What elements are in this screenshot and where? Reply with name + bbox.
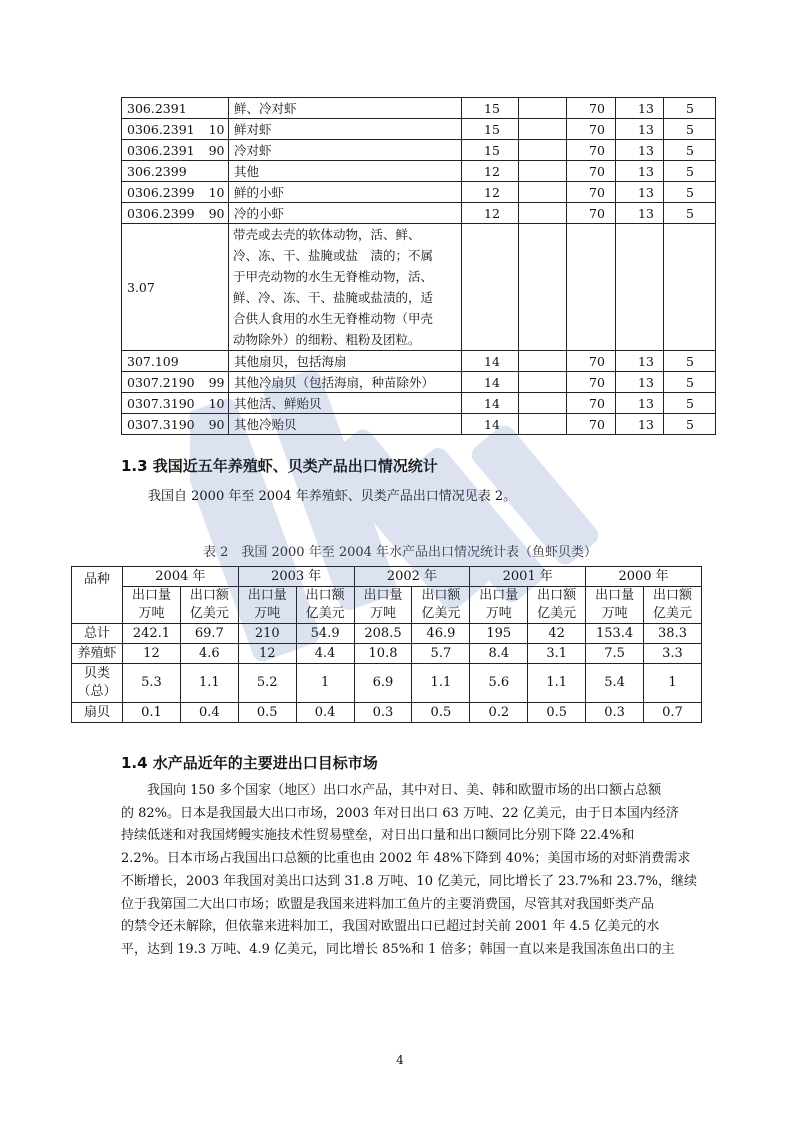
table-row — [72, 664, 702, 703]
table-cell: 46.9 — [412, 624, 470, 644]
table-cell: 70 — [567, 140, 616, 161]
code-main: 0306.2391 — [127, 142, 195, 158]
subheader-line: 万吨 — [485, 606, 512, 621]
subheader-line: 出口量 — [479, 588, 519, 603]
tariff-description: 其他扇贝，包括海扇 — [229, 351, 462, 372]
code-sub: 10 — [208, 395, 225, 411]
tariff-description: 其他 — [229, 161, 462, 182]
tariff-description: 其他冷扇贝（包括海扇，种苗除外） — [229, 372, 462, 393]
code-main: 0307.2190 — [127, 374, 195, 390]
text-line: 的禁令还未解除，但依靠来进料加工，我国对欧盟出口已超过封关前 2001 年 4.5 亿美元的水 — [121, 919, 660, 935]
table-cell: 12 — [462, 182, 519, 203]
subheader-line: 万吨 — [254, 606, 281, 621]
table-cell: 5 — [664, 393, 716, 414]
section-heading-1-4: 1.4 水产品近年的主要进出口目标市场 — [121, 754, 378, 772]
table-cell: 70 — [567, 203, 616, 224]
table-cell: 12 — [123, 644, 181, 664]
column-subheader — [296, 587, 354, 624]
table-row — [122, 393, 716, 414]
table-cell: 5.2 — [238, 664, 296, 703]
table-cell: 14 — [462, 351, 519, 372]
table-cell: 13 — [616, 203, 664, 224]
table-cell: 7.5 — [586, 644, 644, 664]
table-cell: 0.1 — [123, 703, 181, 723]
row-label-line: 贝类 — [83, 666, 110, 681]
table-cell: 0.5 — [528, 703, 586, 723]
code-main: 306.2391 — [127, 100, 187, 116]
table-cell — [519, 224, 567, 351]
table-cell: 12 — [462, 161, 519, 182]
table-cell: 10.8 — [354, 644, 412, 664]
table-cell: 15 — [462, 98, 519, 119]
table-cell: 12 — [462, 203, 519, 224]
tariff-code — [122, 372, 229, 393]
subheader-line: 出口额 — [305, 588, 345, 603]
table-row — [122, 140, 716, 161]
tariff-code — [122, 140, 229, 161]
tariff-description: 鲜对虾 — [229, 119, 462, 140]
code-main: 307.109 — [127, 353, 179, 369]
tariff-code — [122, 98, 229, 119]
table-cell: 242.1 — [123, 624, 181, 644]
table-cell — [567, 224, 616, 351]
table-cell — [519, 203, 567, 224]
tariff-code — [122, 119, 229, 140]
column-subheader — [528, 587, 586, 624]
table-cell: 0.5 — [238, 703, 296, 723]
table-cell: 14 — [462, 372, 519, 393]
row-label: 扇贝 — [72, 703, 123, 723]
table-cell — [616, 224, 664, 351]
table-cell: 5 — [664, 161, 716, 182]
subheader-line: 出口量 — [363, 588, 403, 603]
tariff-code — [122, 161, 229, 182]
table-cell: 0.3 — [586, 703, 644, 723]
table-cell: 5 — [664, 414, 716, 435]
table-row — [72, 624, 702, 644]
table-cell — [519, 372, 567, 393]
subheader-line: 万吨 — [138, 606, 165, 621]
table-cell: 210 — [238, 624, 296, 644]
code-main: 306.2399 — [127, 163, 187, 179]
table-cell: 208.5 — [354, 624, 412, 644]
table-cell — [462, 224, 519, 351]
table-cell: 70 — [567, 182, 616, 203]
table-cell — [519, 98, 567, 119]
table-cell: 70 — [567, 414, 616, 435]
table-cell — [519, 182, 567, 203]
table-cell — [519, 119, 567, 140]
table-cell: 13 — [616, 372, 664, 393]
section-body — [121, 780, 703, 962]
text-line: 平，达到 19.3 万吨、4.9 亿美元，同比增长 85%和 1 倍多；韩国一直以来是我国冻鱼出口的主 — [121, 941, 675, 957]
table-row — [72, 703, 702, 723]
table-cell: 13 — [616, 140, 664, 161]
table-caption: 表 2 我国 2000 年至 2004 年水产品出口情况统计表（鱼虾贝类） — [202, 545, 598, 560]
export-statistics-table — [71, 566, 702, 723]
table-cell: 4.4 — [296, 644, 354, 664]
tariff-description: 鲜、冷对虾 — [229, 98, 462, 119]
column-subheader — [180, 587, 238, 624]
table-cell: 0.7 — [644, 703, 702, 723]
tariff-code: 3.07 — [122, 224, 229, 351]
table-cell: 0.2 — [470, 703, 528, 723]
table-cell: 13 — [616, 393, 664, 414]
table-cell: 5.6 — [470, 664, 528, 703]
text-line: 的 82%。日本是我国最大出口市场，2003 年对日出口 63 万吨、22 亿美元，由于日本国内经济 — [121, 805, 679, 821]
row-label: 养殖虾 — [72, 644, 123, 664]
table-cell: 5 — [664, 203, 716, 224]
table-cell — [519, 393, 567, 414]
desc-line: 带壳或去壳的软体动物，活、鲜、 — [233, 227, 421, 242]
subheader-line: 亿美元 — [653, 606, 693, 621]
table-cell: 70 — [567, 372, 616, 393]
subheader-line: 万吨 — [601, 606, 628, 621]
table-cell: 1.1 — [528, 664, 586, 703]
table-cell: 5.3 — [123, 664, 181, 703]
code-sub: 90 — [208, 142, 225, 158]
table-cell: 70 — [567, 119, 616, 140]
tariff-code — [122, 393, 229, 414]
tariff-description: 冷对虾 — [229, 140, 462, 161]
desc-line: 合供人食用的水生无脊椎动物（甲壳 — [233, 311, 434, 326]
text-line: 我国向 150 多个国家（地区）出口水产品，其中对日、美、韩和欧盟市场的出口额占总额 — [147, 783, 662, 798]
table-cell — [519, 351, 567, 372]
table-row — [122, 414, 716, 435]
table-cell: 8.4 — [470, 644, 528, 664]
year-header: 2000 年 — [586, 567, 702, 587]
table-cell: 5 — [664, 372, 716, 393]
table-cell: 15 — [462, 119, 519, 140]
table-cell: 70 — [567, 98, 616, 119]
column-subheader — [644, 587, 702, 624]
table-cell: 0.4 — [296, 703, 354, 723]
code-main: 0307.3190 — [127, 416, 195, 432]
table-cell: 5 — [664, 119, 716, 140]
column-subheader — [586, 587, 644, 624]
table-cell — [519, 161, 567, 182]
year-header: 2003 年 — [238, 567, 354, 587]
table-row — [122, 372, 716, 393]
row-label-line: （总） — [77, 684, 117, 699]
year-header: 2002 年 — [354, 567, 470, 587]
section-heading-1-3: 1.3 我国近五年养殖虾、贝类产品出口情况统计 — [121, 457, 438, 475]
code-sub: 99 — [208, 374, 225, 390]
table-row — [122, 224, 716, 351]
table-cell: 153.4 — [586, 624, 644, 644]
table-cell: 38.3 — [644, 624, 702, 644]
tariff-description: 冷的小虾 — [229, 203, 462, 224]
tariff-table — [121, 97, 716, 435]
table-cell: 13 — [616, 161, 664, 182]
table-cell: 5.7 — [412, 644, 470, 664]
row-label: 总计 — [72, 624, 123, 644]
column-subheader — [470, 587, 528, 624]
table-cell: 13 — [616, 119, 664, 140]
table-cell: 6.9 — [354, 664, 412, 703]
row-label — [72, 664, 123, 703]
subheader-line: 亿美元 — [537, 606, 577, 621]
year-header: 2001 年 — [470, 567, 586, 587]
table-cell: 5 — [664, 98, 716, 119]
table-row — [72, 644, 702, 664]
table-cell: 42 — [528, 624, 586, 644]
table-cell: 70 — [567, 393, 616, 414]
code-sub: 10 — [208, 184, 225, 200]
table-row — [122, 98, 716, 119]
code-main: 0307.3190 — [127, 395, 195, 411]
table-row — [122, 119, 716, 140]
table-cell: 70 — [567, 351, 616, 372]
corner-header: 品种 — [72, 567, 123, 624]
subheader-line: 亿美元 — [421, 606, 461, 621]
table-cell: 4.6 — [180, 644, 238, 664]
tariff-description: 其他冷贻贝 — [229, 414, 462, 435]
table-cell: 1.1 — [412, 664, 470, 703]
code-sub: 90 — [208, 416, 225, 432]
table-cell — [664, 224, 716, 351]
table-cell: 3.1 — [528, 644, 586, 664]
table-cell: 13 — [616, 98, 664, 119]
table-cell: 5.4 — [586, 664, 644, 703]
table-header-row — [72, 567, 702, 587]
subheader-line: 亿美元 — [305, 606, 345, 621]
page-number: 4 — [396, 1053, 404, 1067]
desc-line: 冷、冻、干、盐腌或盐 渍的；不属 — [233, 248, 434, 263]
table-cell: 1.1 — [180, 664, 238, 703]
desc-line: 鲜、冷、冻、干、盐腌或盐渍的，适 — [233, 290, 434, 305]
table-cell — [519, 140, 567, 161]
tariff-code — [122, 351, 229, 372]
table-row — [122, 161, 716, 182]
table-cell: 14 — [462, 393, 519, 414]
subheader-line: 出口量 — [131, 588, 171, 603]
subheader-line: 出口额 — [189, 588, 229, 603]
table-cell: 5 — [664, 140, 716, 161]
column-subheader — [412, 587, 470, 624]
subheader-line: 出口额 — [653, 588, 693, 603]
year-header: 2004 年 — [123, 567, 239, 587]
subheader-line: 出口量 — [595, 588, 635, 603]
text-line: 持续低迷和对我国烤鳗实施技术性贸易壁垒，对日出口量和出口额同比分别下降 22.4%和 — [121, 828, 635, 844]
table-cell: 70 — [567, 161, 616, 182]
table-row — [122, 203, 716, 224]
subheader-line: 万吨 — [370, 606, 397, 621]
table-cell: 14 — [462, 414, 519, 435]
code-sub: 10 — [208, 121, 225, 137]
text-line: 不断增长，2003 年我国对美出口达到 31.8 万吨、10 亿美元，同比增长了 23.7%和 23.7%，继续 — [121, 873, 697, 889]
table-cell: 69.7 — [180, 624, 238, 644]
table-cell: 1 — [296, 664, 354, 703]
table-cell: 13 — [616, 414, 664, 435]
table-cell: 13 — [616, 351, 664, 372]
tariff-description — [229, 224, 462, 351]
table-subheader-row — [72, 587, 702, 624]
subheader-line: 出口额 — [421, 588, 461, 603]
column-subheader — [238, 587, 296, 624]
table-row — [122, 351, 716, 372]
table-cell: 0.4 — [180, 703, 238, 723]
table-cell: 1 — [644, 664, 702, 703]
table-row — [122, 182, 716, 203]
desc-line: 于甲壳动物的水生无脊椎动物，活、 — [233, 269, 434, 284]
tariff-code — [122, 182, 229, 203]
subheader-line: 出口量 — [247, 588, 287, 603]
table-cell: 5 — [664, 351, 716, 372]
section-paragraph: 我国自 2000 年至 2004 年养殖虾、贝类产品出口情况见表 2。 — [148, 489, 517, 504]
tariff-description: 鲜的小虾 — [229, 182, 462, 203]
tariff-description: 其他活、鲜贻贝 — [229, 393, 462, 414]
desc-line: 动物除外）的细粉、粗粉及团粒。 — [233, 332, 421, 347]
column-subheader — [354, 587, 412, 624]
code-main: 0306.2399 — [127, 205, 195, 221]
code-main: 0306.2391 — [127, 121, 195, 137]
table-cell — [519, 414, 567, 435]
tariff-code — [122, 203, 229, 224]
subheader-line: 出口额 — [537, 588, 577, 603]
table-cell: 0.5 — [412, 703, 470, 723]
tariff-code — [122, 414, 229, 435]
table-cell: 5 — [664, 182, 716, 203]
table-cell: 195 — [470, 624, 528, 644]
text-line: 位于我第国二大出口市场；欧盟是我国来进料加工鱼片的主要消费国，尽管其对我国虾类产品 — [121, 896, 655, 912]
text-line: 2.2%。日本市场占我国出口总额的比重也由 2002 年 48%下降到 40%；美国市场的对虾消费需求 — [121, 851, 691, 867]
table-cell: 12 — [238, 644, 296, 664]
subheader-line: 亿美元 — [189, 606, 229, 621]
table-cell: 13 — [616, 182, 664, 203]
table-cell: 54.9 — [296, 624, 354, 644]
code-main: 0306.2399 — [127, 184, 195, 200]
table-cell: 0.3 — [354, 703, 412, 723]
column-subheader — [123, 587, 181, 624]
table-cell: 15 — [462, 140, 519, 161]
table-cell: 3.3 — [644, 644, 702, 664]
code-sub: 90 — [208, 205, 225, 221]
